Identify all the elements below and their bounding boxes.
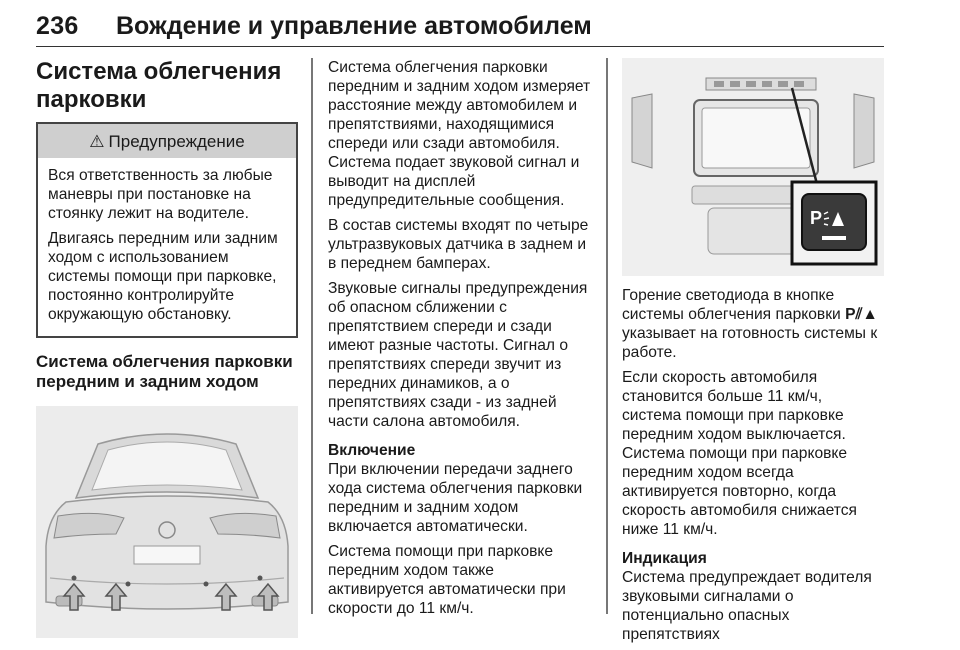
warning-header: ⚠ Предупреждение	[38, 124, 296, 158]
body-text: Горение светодиода в кнопке системы облегчения парковки P⫽▲ указывает на готовность системы к работе.	[622, 287, 878, 361]
page-number: 236	[36, 12, 79, 40]
column-middle	[328, 58, 592, 624]
heading-activation: Включение	[328, 442, 416, 459]
car-rear-illustration	[36, 406, 298, 638]
body-text: В состав системы входят по четыре ультразвуковых датчика в заднем и в переднем бамперах.	[328, 217, 589, 272]
body-text: Система помощи при парковке передним ходом также активируется автоматически при скорости до 11 км/ч.	[328, 543, 566, 617]
warning-text-2: Двигаясь передним или задним ходом с использованием системы помощи при парковке, постоянно контролируйте окружающую обстановку.	[48, 230, 278, 323]
body-text: При включении передачи заднего хода система облегчения парковки передним и задним ходом включается автоматически.	[328, 461, 583, 535]
warning-text-1: Вся ответственность за любые маневры при постановке на стоянку лежит на водителе.	[48, 167, 273, 222]
subheading-parking: Система облегчения парковки передним и задним ходом	[36, 352, 293, 391]
svg-text:P: P	[810, 208, 823, 228]
column-divider	[311, 58, 313, 614]
parking-assist-icon: P⫽▲	[845, 306, 878, 323]
body-text: Система предупреждает водителя звуковыми сигналами о потенциально опасных препятствиях	[622, 569, 872, 643]
page-header	[36, 6, 884, 47]
body-text: Если скорость автомобиля становится больше 11 км/ч, система помощи при парковке передним ходом выключается. Система помощи при парковке передним ходом всегда активируется повторно, когда скорость автомобиля снижается ниже 11 км/ч.	[622, 369, 857, 538]
warning-body	[38, 158, 296, 336]
chapter-title: Вождение и управление автомобилем	[116, 12, 592, 40]
column-right	[622, 58, 884, 650]
warning-box	[36, 122, 298, 338]
section-title: Система облегчения парковки	[36, 58, 282, 113]
dashboard-illustration	[622, 58, 884, 276]
body-text: Звуковые сигналы предупреждения об опасном сближении с препятствием спереди и сзади имеют разные частоты. Сигнал о препятствиях спереди звучит из передних динамиков, а о препятствиях сзади - из задней части салона автомобиля.	[328, 280, 588, 430]
warning-triangle-icon: ⚠	[89, 132, 105, 151]
column-divider	[606, 58, 608, 614]
column-left	[36, 58, 298, 638]
heading-indication: Индикация	[622, 550, 707, 567]
body-text: Система облегчения парковки передним и задним ходом измеряет расстояние между автомобилем и препятствиями, находящимися спереди или сзади автомобиля. Система подает звуковой сигнал и выводит на дисплей предупредительные сообщения.	[328, 59, 591, 209]
